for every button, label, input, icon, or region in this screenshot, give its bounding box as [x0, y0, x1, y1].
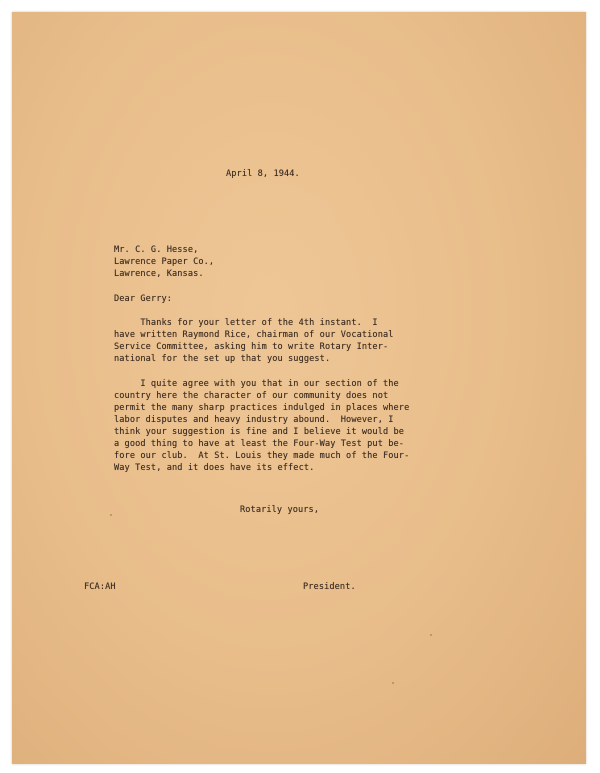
recipient-company: Lawrence Paper Co.,: [114, 257, 215, 267]
paragraph-1-line: have written Raymond Rice, chairman of our Vocational: [114, 330, 394, 340]
paragraph-2-line: Way Test, and it does have its effect.: [114, 463, 315, 473]
paragraph-2-line: fore our club. At St. Louis they made much of the Four-: [114, 451, 410, 461]
recipient-name: Mr. C. G. Hesse,: [114, 245, 199, 255]
paragraph-1-line: Thanks for your letter of the 4th instant. I: [114, 318, 378, 328]
paragraph-1-line: Service Committee, asking him to write Rotary Inter-: [114, 342, 389, 352]
typist-initials: FCA:AH: [84, 582, 116, 592]
paragraph-1-line: national for the set up that you suggest.: [114, 354, 331, 364]
letter-date: April 8, 1944.: [226, 169, 300, 179]
paper-speck: [110, 514, 112, 516]
paper-speck: [392, 682, 394, 684]
letter-page: [12, 12, 586, 764]
paragraph-2-line: permit the many sharp practices indulged in places where: [114, 403, 410, 413]
signer-title: President.: [303, 582, 356, 592]
paragraph-2-line: I quite agree with you that in our section of the: [114, 379, 399, 389]
recipient-city: Lawrence, Kansas.: [114, 269, 204, 279]
paragraph-2-line: country here the character of our community does not: [114, 391, 389, 401]
paragraph-2-line: think your suggestion is fine and I believe it would be: [114, 427, 405, 437]
paragraph-2-line: labor disputes and heavy industry abound. However, I: [114, 415, 394, 425]
salutation: Dear Gerry:: [114, 294, 173, 304]
paper-speck: [430, 634, 432, 636]
paragraph-2-line: a good thing to have at least the Four-Way Test put be-: [114, 439, 405, 449]
closing: Rotarily yours,: [240, 505, 320, 515]
